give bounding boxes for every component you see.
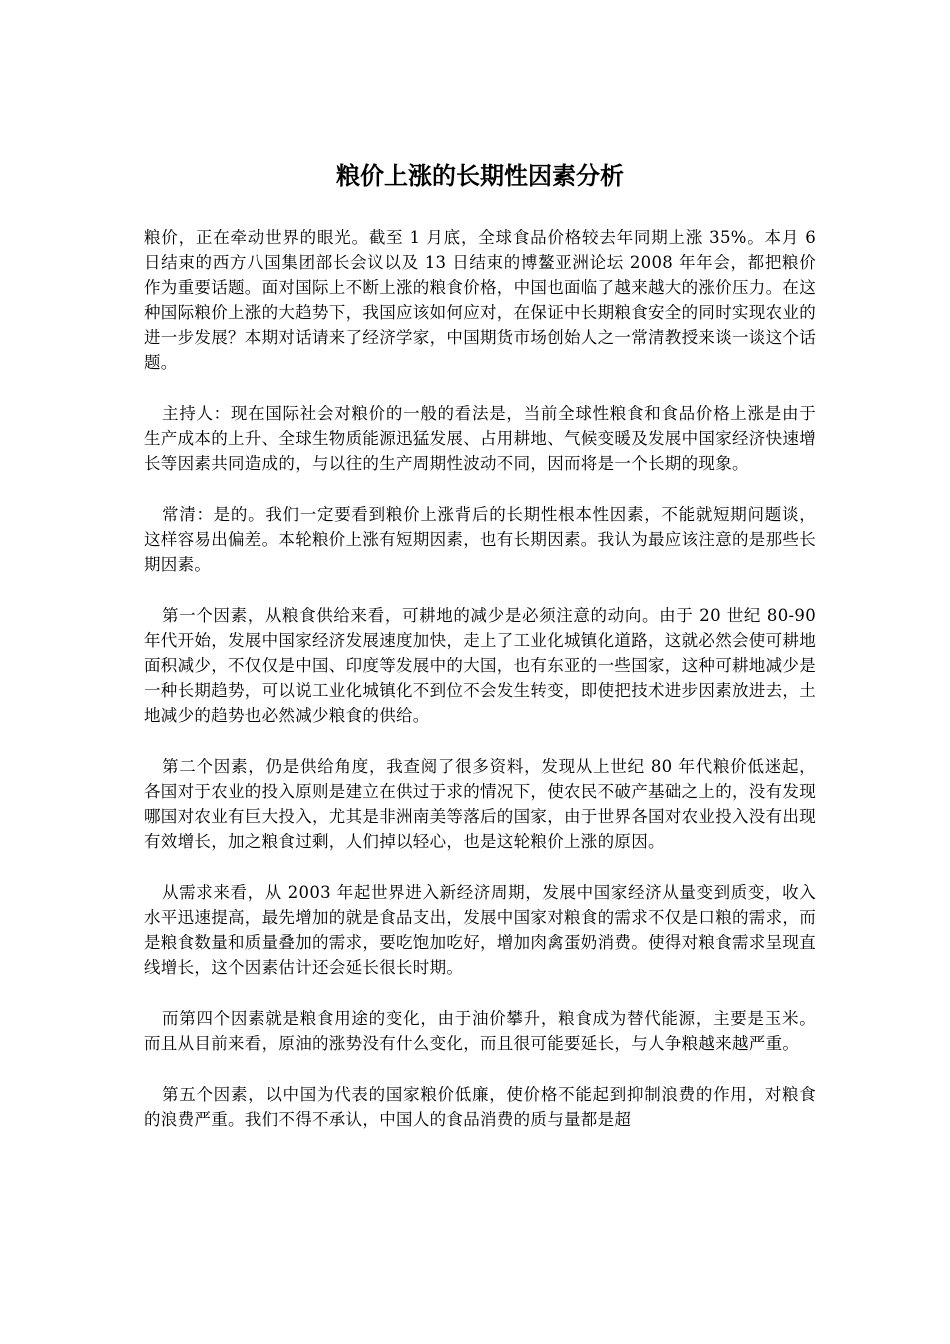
- paragraph-factor-5: 第五个因素，以中国为代表的国家粮价低廉，使价格不能起到抑制浪费的作用，对粮食的浪费严重。我们不得不承认，中国人的食品消费的质与量都是超: [144, 1085, 816, 1129]
- paragraph-demand: 从需求来看，从 2003 年起世界进入新经济周期，发展中国家经济从量变到质变，收入水平迅速提高，最先增加的就是食品支出，发展中国家对粮食的需求不仅是口粮的需求，而是粮食数量和质量叠加的需求，要吃饱加吃好，增加肉禽蛋奶消费。使得对粮食需求呈现直线增长，这个因素估计还会延长很长时期。: [144, 883, 816, 977]
- paragraph-factor-1: 第一个因素，从粮食供给来看，可耕地的减少是必须注意的动向。由于 20 世纪 80-90 年代开始，发展中国家经济发展速度加快，走上了工业化城镇化道路，这就必然会使可耕地面积减少，不仅仅是中国、印度等发展中的大国，也有东亚的一些国家，这种可耕地减少是一种长期趋势，可以说工业化城镇化不到位不会发生转变，即使把技术进步因素放进去，土地减少的趋势也必然减少粮食的供给。: [144, 606, 816, 725]
- paragraph-changqing: 常清：是的。我们一定要看到粮价上涨背后的长期性根本性因素，不能就短期问题谈，这样容易出偏差。本轮粮价上涨有短期因素，也有长期因素。我认为最应该注意的是那些长期因素。: [144, 505, 816, 574]
- document-body: [144, 225, 816, 1158]
- document-title: 粮价上涨的长期性因素分析: [336, 162, 624, 190]
- paragraph-host: 主持人：现在国际社会对粮价的一般的看法是，当前全球性粮食和食品价格上涨是由于生产成本的上升、全球生物质能源迅猛发展、占用耕地、气候变暖及发展中国家经济快速增长等因素共同造成的，与以往的生产周期性波动不同，因而将是一个长期的现象。: [144, 404, 816, 473]
- paragraph-factor-4: 而第四个因素就是粮食用途的变化，由于油价攀升，粮食成为替代能源，主要是玉米。而且从目前来看，原油的涨势没有什么变化，而且很可能要延长，与人争粮越来越严重。: [144, 1009, 816, 1053]
- paragraph-intro: 粮价，正在牵动世界的眼光。截至 1 月底，全球食品价格较去年同期上涨 35%。本月 6 日结束的西方八国集团部长会议以及 13 日结束的博鳌亚洲论坛 2008 年年会，都把粮价作为重要话题。面对国际上不断上涨的粮食价格，中国也面临了越来越大的涨价压力。在这种国际粮价上涨的大趋势下，我国应该如何应对，在保证中长期粮食安全的同时实现农业的进一步发展？本期对话请来了经济学家，中国期货市场创始人之一常清教授来谈一谈这个话题。: [144, 228, 816, 372]
- paragraph-factor-2: 第二个因素，仍是供给角度，我查阅了很多资料，发现从上世纪 80 年代粮价低迷起，各国对于农业的投入原则是建立在供过于求的情况下，使农民不破产基础之上的，没有发现哪国对农业有巨大投入，尤其是非洲南美等落后的国家，由于世界各国对农业投入没有出现有效增长，加之粮食过剩，人们掉以轻心，也是这轮粮价上涨的原因。: [144, 757, 816, 851]
